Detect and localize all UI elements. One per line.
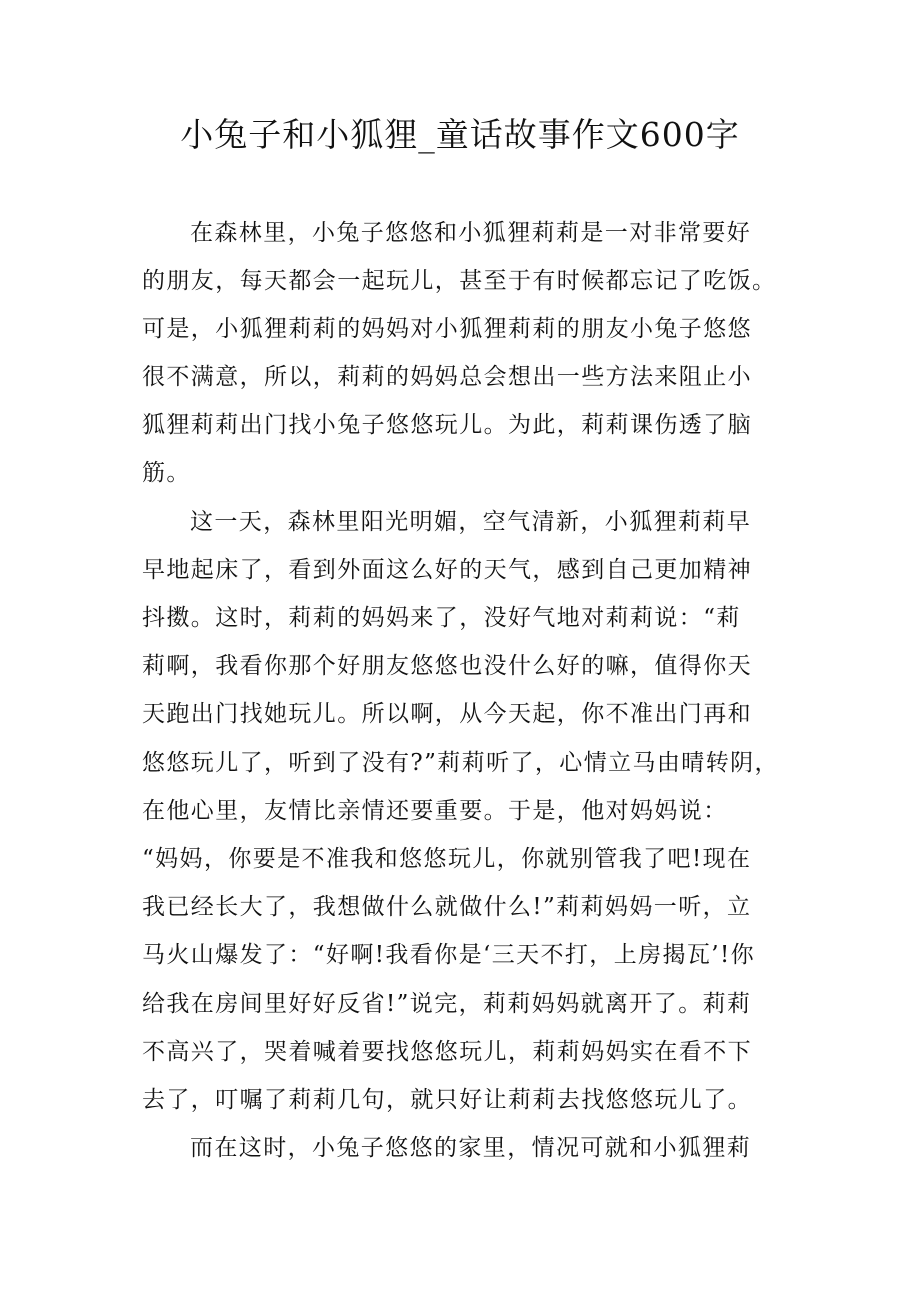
text-line: 悠悠玩儿了，听到了没有?”莉莉听了，心情立马由晴转阴，: [142, 750, 779, 776]
document-title: 小兔子和小狐狸_童话故事作文600字: [180, 115, 740, 154]
text-line: 筋。: [142, 460, 191, 486]
text-line: 给我在房间里好好反省!”说完，莉莉妈妈就离开了。莉莉: [142, 991, 752, 1017]
text-line: 在森林里，小兔子悠悠和小狐狸莉莉是一对非常要好: [190, 220, 752, 246]
text-line: 这一天，森林里阳光明媚，空气清新，小狐狸莉莉早: [190, 509, 752, 535]
text-line: 不高兴了，哭着喊着要找悠悠玩儿，莉莉妈妈实在看不下: [142, 1039, 752, 1065]
text-line: 早地起床了，看到外面这么好的天气，感到自己更加精神: [142, 557, 752, 583]
text-line: 莉啊，我看你那个好朋友悠悠也没什么好的嘛，值得你天: [142, 653, 752, 679]
text-line: 狐狸莉莉出门找小兔子悠悠玩儿。为此，莉莉课伤透了脑: [142, 412, 752, 438]
text-line: 去了，叮嘱了莉莉几句，就只好让莉莉去找悠悠玩儿了。: [142, 1087, 752, 1113]
text-line: 的朋友，每天都会一起玩儿，甚至于有时候都忘记了吃饭。: [142, 268, 777, 294]
text-line: 天跑出门找她玩儿。所以啊，从今天起，你不准出门再和: [142, 701, 752, 727]
text-line: 我已经长大了，我想做什么就做什么!”莉莉妈妈一听，立: [142, 894, 752, 920]
text-line: 很不满意，所以，莉莉的妈妈总会想出一些方法来阻止小: [142, 364, 752, 390]
text-line: 而在这时，小兔子悠悠的家里，情况可就和小狐狸莉: [190, 1135, 752, 1161]
text-line: 可是，小狐狸莉莉的妈妈对小狐狸莉莉的朋友小兔子悠悠: [142, 316, 752, 342]
text-line: “妈妈，你要是不准我和悠悠玩儿，你就别管我了吧!现在: [142, 846, 752, 872]
text-line: 在他心里，友情比亲情还要重要。于是，他对妈妈说：: [142, 798, 728, 824]
text-line: 抖擞。这时，莉莉的妈妈来了，没好气地对莉莉说：“莉: [142, 605, 741, 631]
text-line: 马火山爆发了：“好啊!我看你是‘三天不打，上房揭瓦’!你: [142, 942, 756, 968]
